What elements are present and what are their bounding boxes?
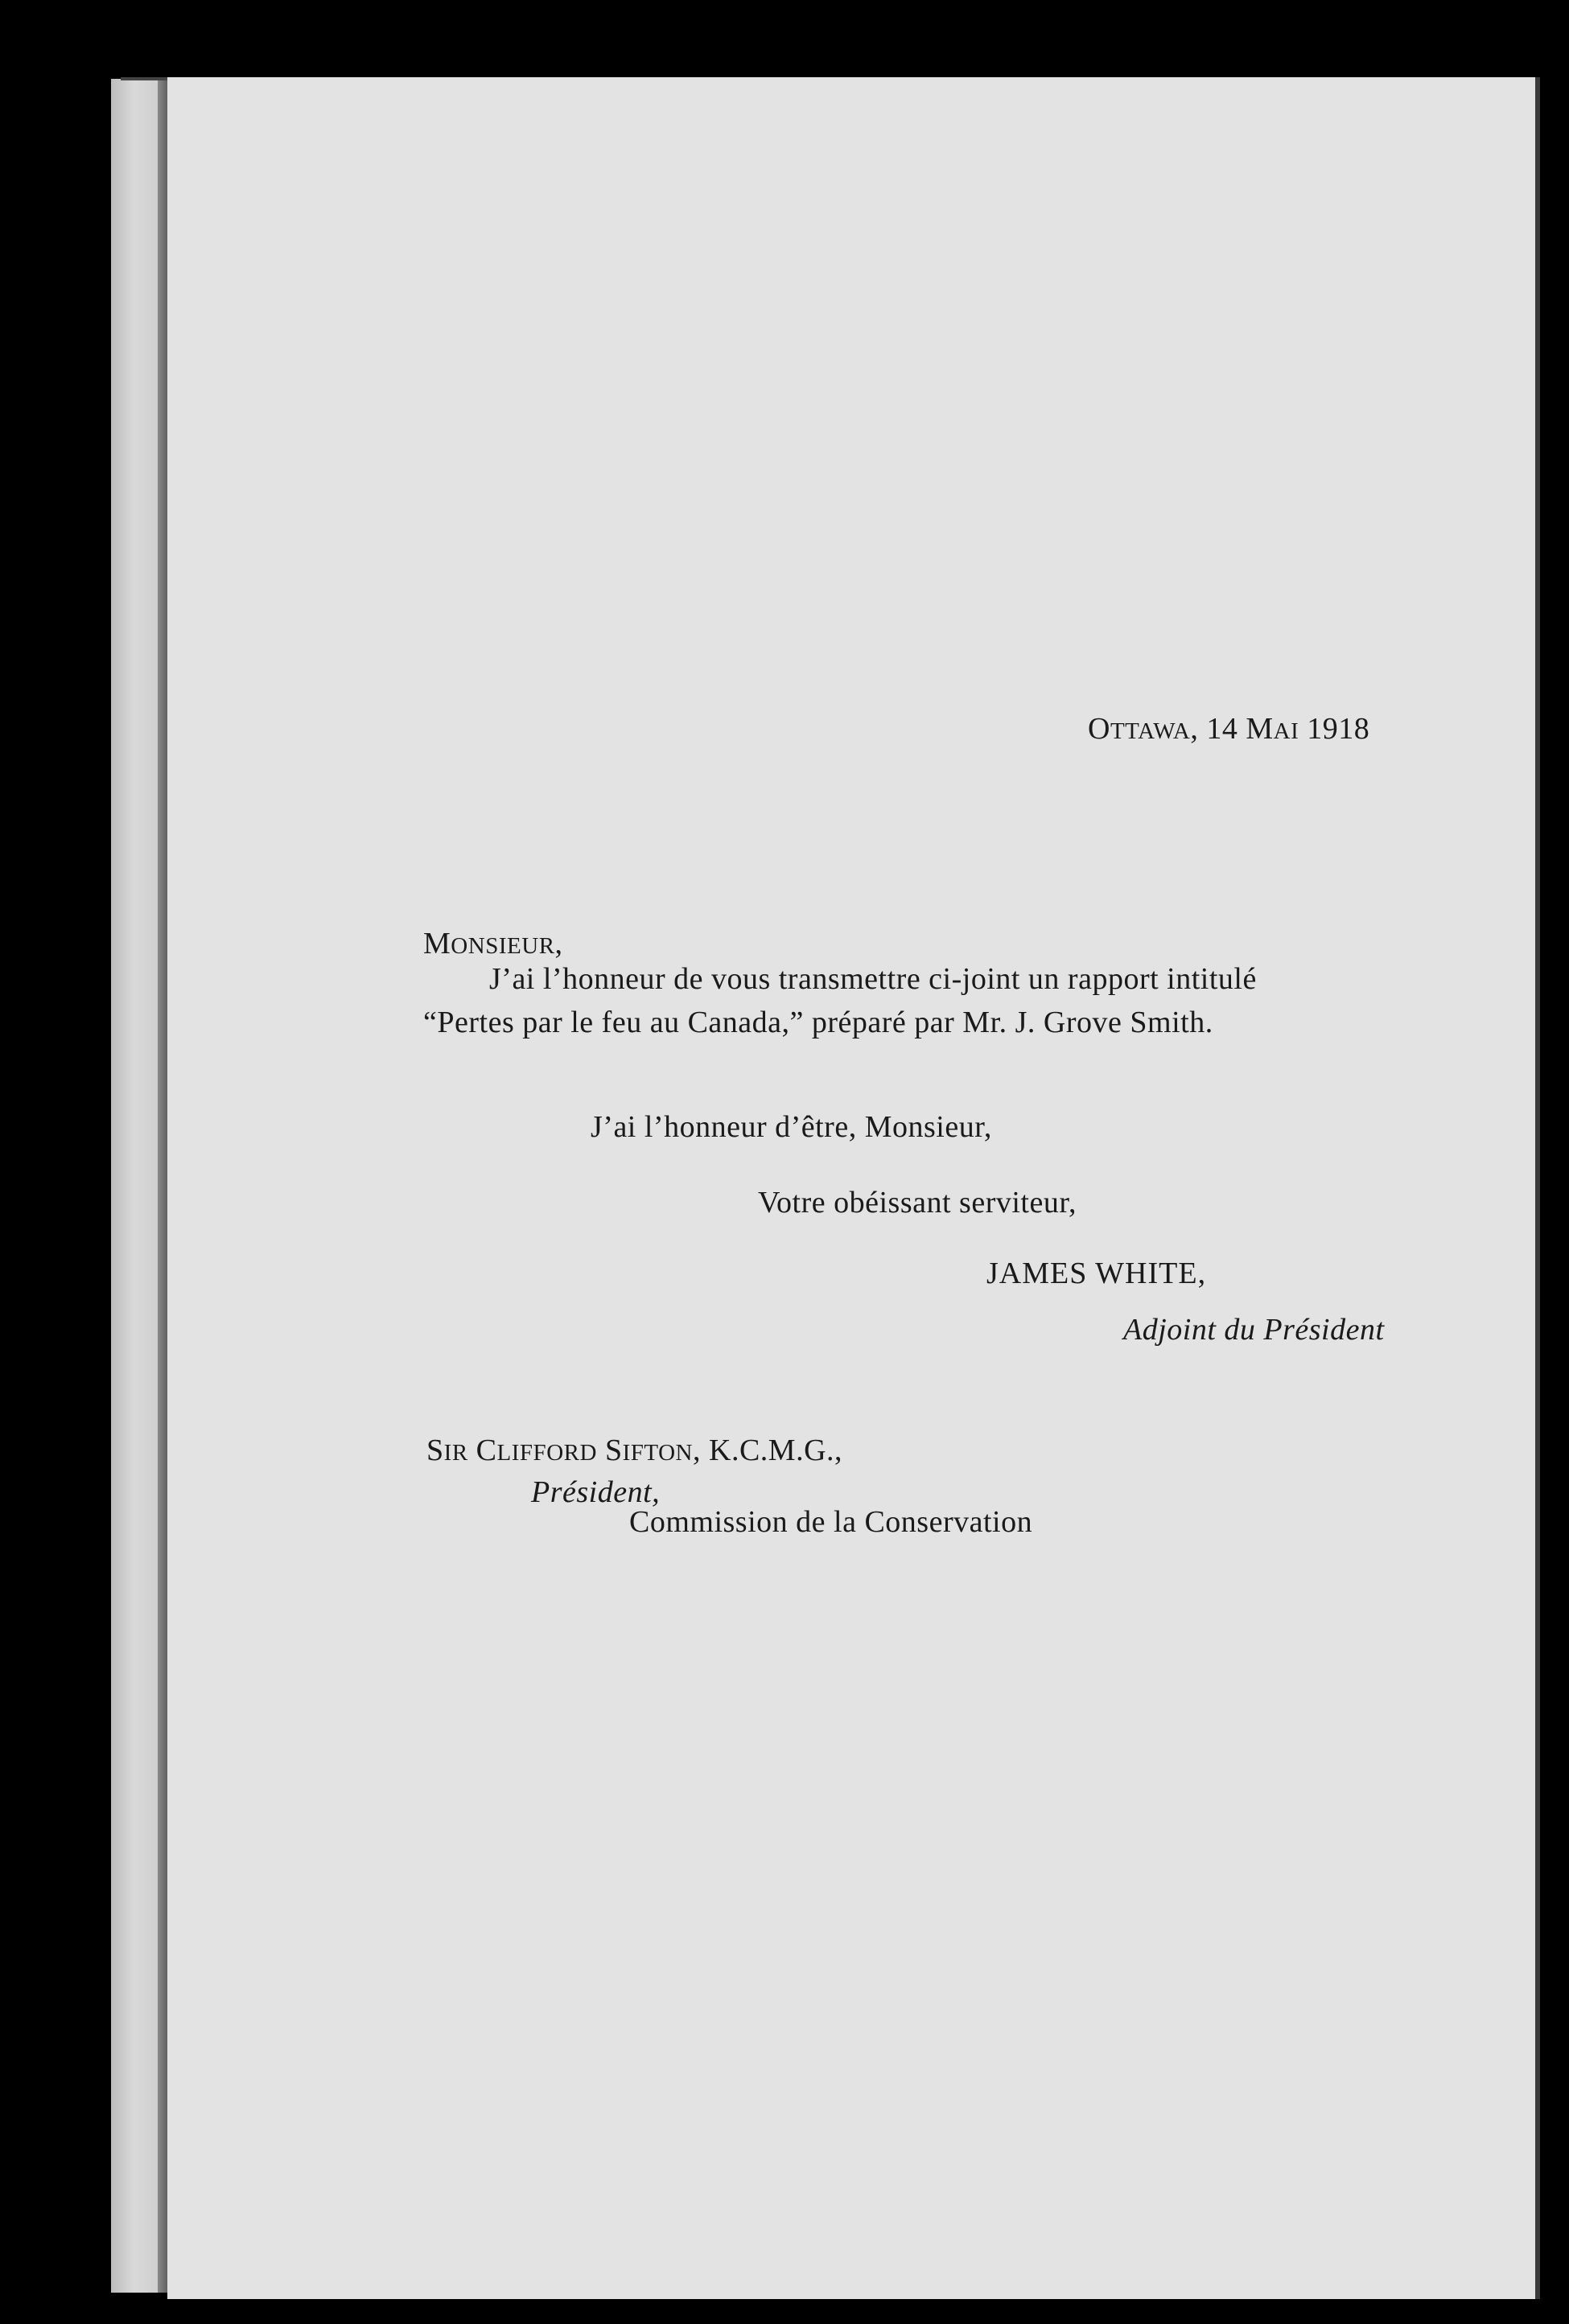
- recipient-name-line: [426, 1435, 842, 1466]
- recipient-role: Président,: [531, 1475, 661, 1509]
- date-month: MAI: [1246, 712, 1299, 746]
- letter-closing-line-2: Votre obéissant serviteur,: [758, 1186, 1077, 1220]
- date-day: 14: [1206, 712, 1238, 746]
- letter-closing-line-1: J’ai l’honneur d’être, Monsieur,: [591, 1110, 992, 1144]
- date-city: OTTAWA,: [1088, 712, 1199, 746]
- recipient-name: SIR CLIFFORD SIFTON,: [426, 1433, 701, 1467]
- letter-salutation: MONSIEUR,: [423, 927, 563, 960]
- recipient-organisation: Commission de la Conservation: [629, 1505, 1033, 1539]
- date-year: 1918: [1307, 712, 1370, 746]
- letter-date: [1088, 714, 1369, 744]
- recipient-honours: K.C.M.G.,: [709, 1433, 843, 1467]
- page-right-edge: [1535, 77, 1540, 2299]
- letter-body-line-1: J’ai l’honneur de vous transmettre ci-joint un rapport intitulé: [489, 962, 1257, 996]
- signature-name: JAMES WHITE,: [986, 1257, 1207, 1290]
- signature-title: Adjoint du Président: [1123, 1313, 1385, 1347]
- letter-body-line-2: “Pertes par le feu au Canada,” préparé par Mr. J. Grove Smith.: [423, 1006, 1213, 1039]
